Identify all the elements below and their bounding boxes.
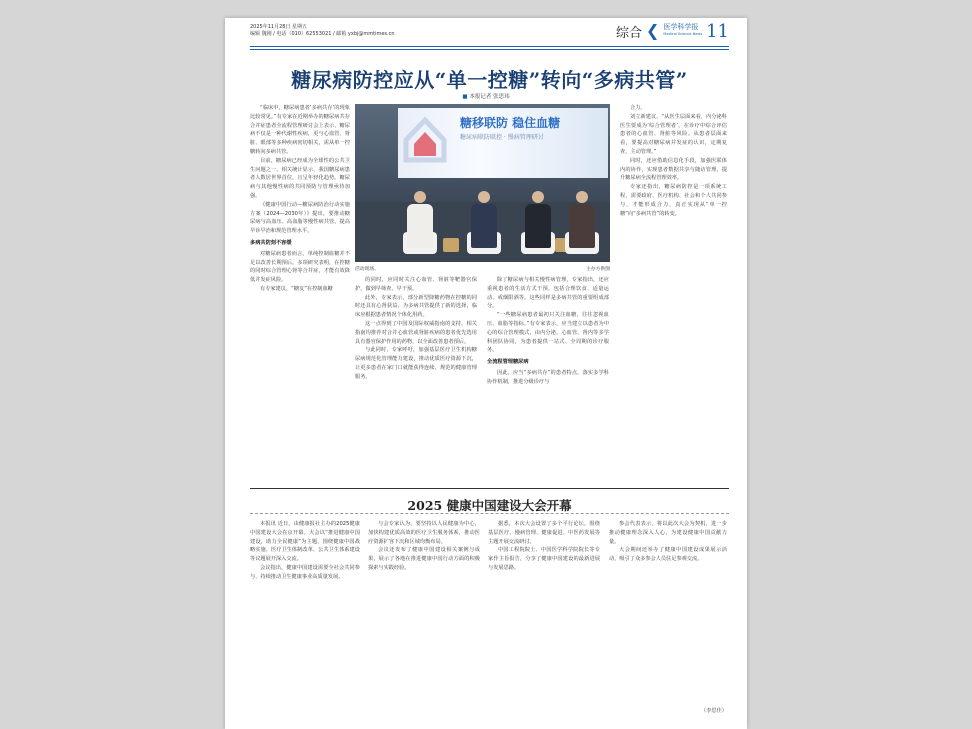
paragraph: 参会代表表示，将以此次大会为契机，进一步推动健康理念深入人心，为建设健康中国贡献力量。 bbox=[609, 521, 727, 545]
subheading: 多病共防刻不容缓 bbox=[250, 239, 292, 246]
side-table bbox=[443, 238, 459, 252]
article1-title: 糖尿病防控应从“单一控糖”转向“多病共管” bbox=[291, 68, 688, 92]
article2-col2 bbox=[368, 520, 480, 705]
paragraph: 同时，还应借助信息化手段，加强医联体内的协作，实现患者数据共享与随访管理，提升糖尿病全流程管理效率。 bbox=[620, 157, 727, 182]
article2-col3 bbox=[488, 520, 600, 705]
byline-text: 本报记者 张思玮 bbox=[469, 94, 510, 100]
house-logo-icon bbox=[402, 114, 448, 164]
date-line: 2025年11月28日 星期五 bbox=[250, 24, 308, 30]
article1-col2 bbox=[355, 276, 477, 484]
paragraph: 本报讯 近日，由健康报社主办的2025健康中国建设大会在京开幕。大会以“推进健康中国建设，助力全民健康”为主题，围绕健康中国战略实施、医疗卫生体制改革、公共卫生体系建设等议题展开深入交流。 bbox=[250, 521, 360, 563]
paragraph: 《健康中国行动—糖尿病防治行动实施方案（2024—2030年）》提出，要推动糖尿病与高血压、高血脂等慢性病共管，提高早诊早治和规范管理水平。 bbox=[250, 201, 350, 235]
article2-title: 2025 健康中国建设大会开幕 bbox=[407, 498, 572, 513]
paragraph: 有专家建议，“糖友”在控制血糖 bbox=[260, 285, 333, 292]
chevron-left-icon: ❮ bbox=[646, 21, 660, 40]
speaker-body bbox=[525, 204, 551, 248]
article1-col3 bbox=[487, 276, 609, 484]
speaker-body bbox=[569, 204, 595, 248]
paragraph: 与此同时，专家呼吁，加强基层医疗卫生机构糖尿病规范化管理能力建设，推动优质医疗资源下沉，让更多患者在家门口就能获得连续、规范的健康管理服务。 bbox=[355, 347, 477, 380]
paragraph: “一些糖尿病患者最初只关注血糖，往往忽视血压、血脂等指标。”有专家表示，应当建立以患者为中心的综合管理模式，由内分泌、心血管、肾内等多学科团队协同，为患者提供一站式、全周期的诊疗服务。 bbox=[487, 312, 609, 354]
square-bullet-icon: ■ bbox=[462, 94, 468, 100]
screen-title: 糖移联防 稳住血糖 bbox=[460, 116, 561, 130]
paragraph: 大会期间还举办了健康中国建设成果展示活动，吸引了众多参会人员驻足参观交流。 bbox=[609, 547, 727, 563]
article2-col4 bbox=[609, 520, 727, 705]
newspaper-page bbox=[225, 18, 747, 729]
header-rule-thin bbox=[250, 49, 729, 50]
speaker-head bbox=[532, 191, 544, 203]
paragraph: 会议指出，健康中国建设需要全社会共同参与，持续推动卫生健康事业高质量发展。 bbox=[250, 564, 360, 580]
speaker-body bbox=[407, 204, 433, 248]
speaker bbox=[525, 191, 551, 248]
paragraph: 这一点得到了中国及国际权威指南的支持，相关指南均推荐对合并心血管或肾脏疾病的患者优先选用具有器官保护作用的药物，以全面改善患者预后。 bbox=[355, 320, 477, 345]
speaker bbox=[569, 191, 595, 248]
subheading: 全流程管理糖尿病 bbox=[487, 359, 529, 366]
paragraph: 会议还发布了健康中国建设相关案例与成果，展示了各地在推进健康中国行动方面的积极探索与实践经验。 bbox=[368, 547, 480, 571]
speaker bbox=[471, 191, 497, 248]
speaker-body bbox=[471, 204, 497, 248]
paragraph: 据悉，本次大会设置了多个平行论坛，围绕基层医疗、慢病管理、健康促进、中医药发展等主题开展交流研讨。 bbox=[488, 521, 600, 545]
article1-col4 bbox=[620, 104, 727, 484]
page-number: 11 bbox=[706, 20, 729, 42]
paragraph: 因此，应当“多病共存”的患者特点，落实多学科协作机制，推进分级诊疗与 bbox=[487, 369, 609, 385]
header-rule bbox=[250, 46, 729, 47]
article1-byline bbox=[225, 92, 747, 100]
paragraph: 中国工程院院士、中国医学科学院院长等专家作主旨报告，分享了健康中国建设的最新进展与发展思路。 bbox=[488, 547, 600, 571]
paragraph: 与会专家认为，要坚持以人民健康为中心，加快构建优质高效的医疗卫生服务体系，推动医疗资源扩容下沉和区域均衡布局。 bbox=[368, 521, 480, 545]
dashed-rule bbox=[250, 513, 729, 514]
paragraph: 合力。 bbox=[630, 105, 646, 111]
masthead-en: Medical Science News bbox=[663, 32, 703, 36]
masthead bbox=[663, 24, 702, 38]
paragraph: 目前，糖尿病已经成为全球性的公共卫生问题之一。相关统计显示，我国糖尿病患者人数居世界首位，且呈年轻化趋势。糖尿病与其他慢性病的共同预防与管理亟待加强。 bbox=[250, 157, 350, 199]
caption-text: 活动现场。 bbox=[355, 267, 379, 272]
page-header bbox=[616, 22, 729, 40]
screen-subtitle: 糖尿病联防联控 · 慢病管理研讨 bbox=[460, 134, 544, 141]
speaker bbox=[407, 191, 433, 248]
article2-col1 bbox=[250, 520, 360, 705]
paragraph: 此外，专家表示，部分新型降糖药物在控糖的同时还具有心肾获益，为多病共管提供了新的选择，临床应根据患者情况个体化用药。 bbox=[355, 294, 477, 319]
article-divider bbox=[250, 488, 729, 489]
paragraph: “临床中，糖尿病患者‘多病共存’的现象比较常见。”有专家在近期举办的糖尿病共存合并症患者全流程管理研讨会上表示，糖尿病不仅是一种代谢性疾病，更与心血管、肾脏、眼部等多种疾病密切相关，需从单一控糖转向多病共管。 bbox=[250, 105, 350, 155]
section-label: 综合 bbox=[616, 25, 643, 41]
photo-credit: 主办方供图 bbox=[586, 267, 610, 272]
paragraph: 对糖尿病患者而言，单纯控制血糖并不足以改善长期预后。多项研究表明，在控糖的同时综合管理心肾等合并症，才能有效降低并发症风险。 bbox=[250, 250, 350, 284]
article1-col1 bbox=[250, 104, 350, 484]
masthead-name: 医学科学报 bbox=[663, 23, 699, 31]
editor-line: 编辑 魏刚 / 电话（010）62553021 / 邮箱 yxbj@mmtimes.cn bbox=[250, 31, 395, 37]
speaker-head bbox=[478, 191, 490, 203]
speaker-head bbox=[414, 191, 426, 203]
header-info bbox=[250, 24, 395, 38]
speaker-head bbox=[576, 191, 588, 203]
paragraph: 的同时，应同时关注心血管、肾脏等靶器官保护，做到早筛查、早干预。 bbox=[355, 277, 477, 292]
paragraph: 专家还指出，糖尿病防控是一项系统工程，需要政府、医疗机构、社会和个人共同参与，才能形成合力，真正实现从“单一控糖”向“多病共管”的转变。 bbox=[620, 184, 727, 217]
stage-screen bbox=[398, 108, 608, 178]
paragraph: 刘立新建议，“从医生层面来看，内分泌科医生要成为‘综合管理者’，在诊疗中综合评估患者的心血管、肾脏等风险。从患者层面来看，要提高对糖尿病并发症的认识，定期复查，主动管理。” bbox=[620, 113, 727, 155]
event-photo bbox=[355, 104, 610, 262]
article2-end-mark: （李思佳） bbox=[701, 708, 727, 714]
paragraph: 除了糖尿病与相关慢性病管理，专家指出，还应重视患者的生活方式干预，包括合理饮食、适量运动、戒烟限酒等，这些同样是多病共管的重要组成部分。 bbox=[487, 277, 609, 310]
